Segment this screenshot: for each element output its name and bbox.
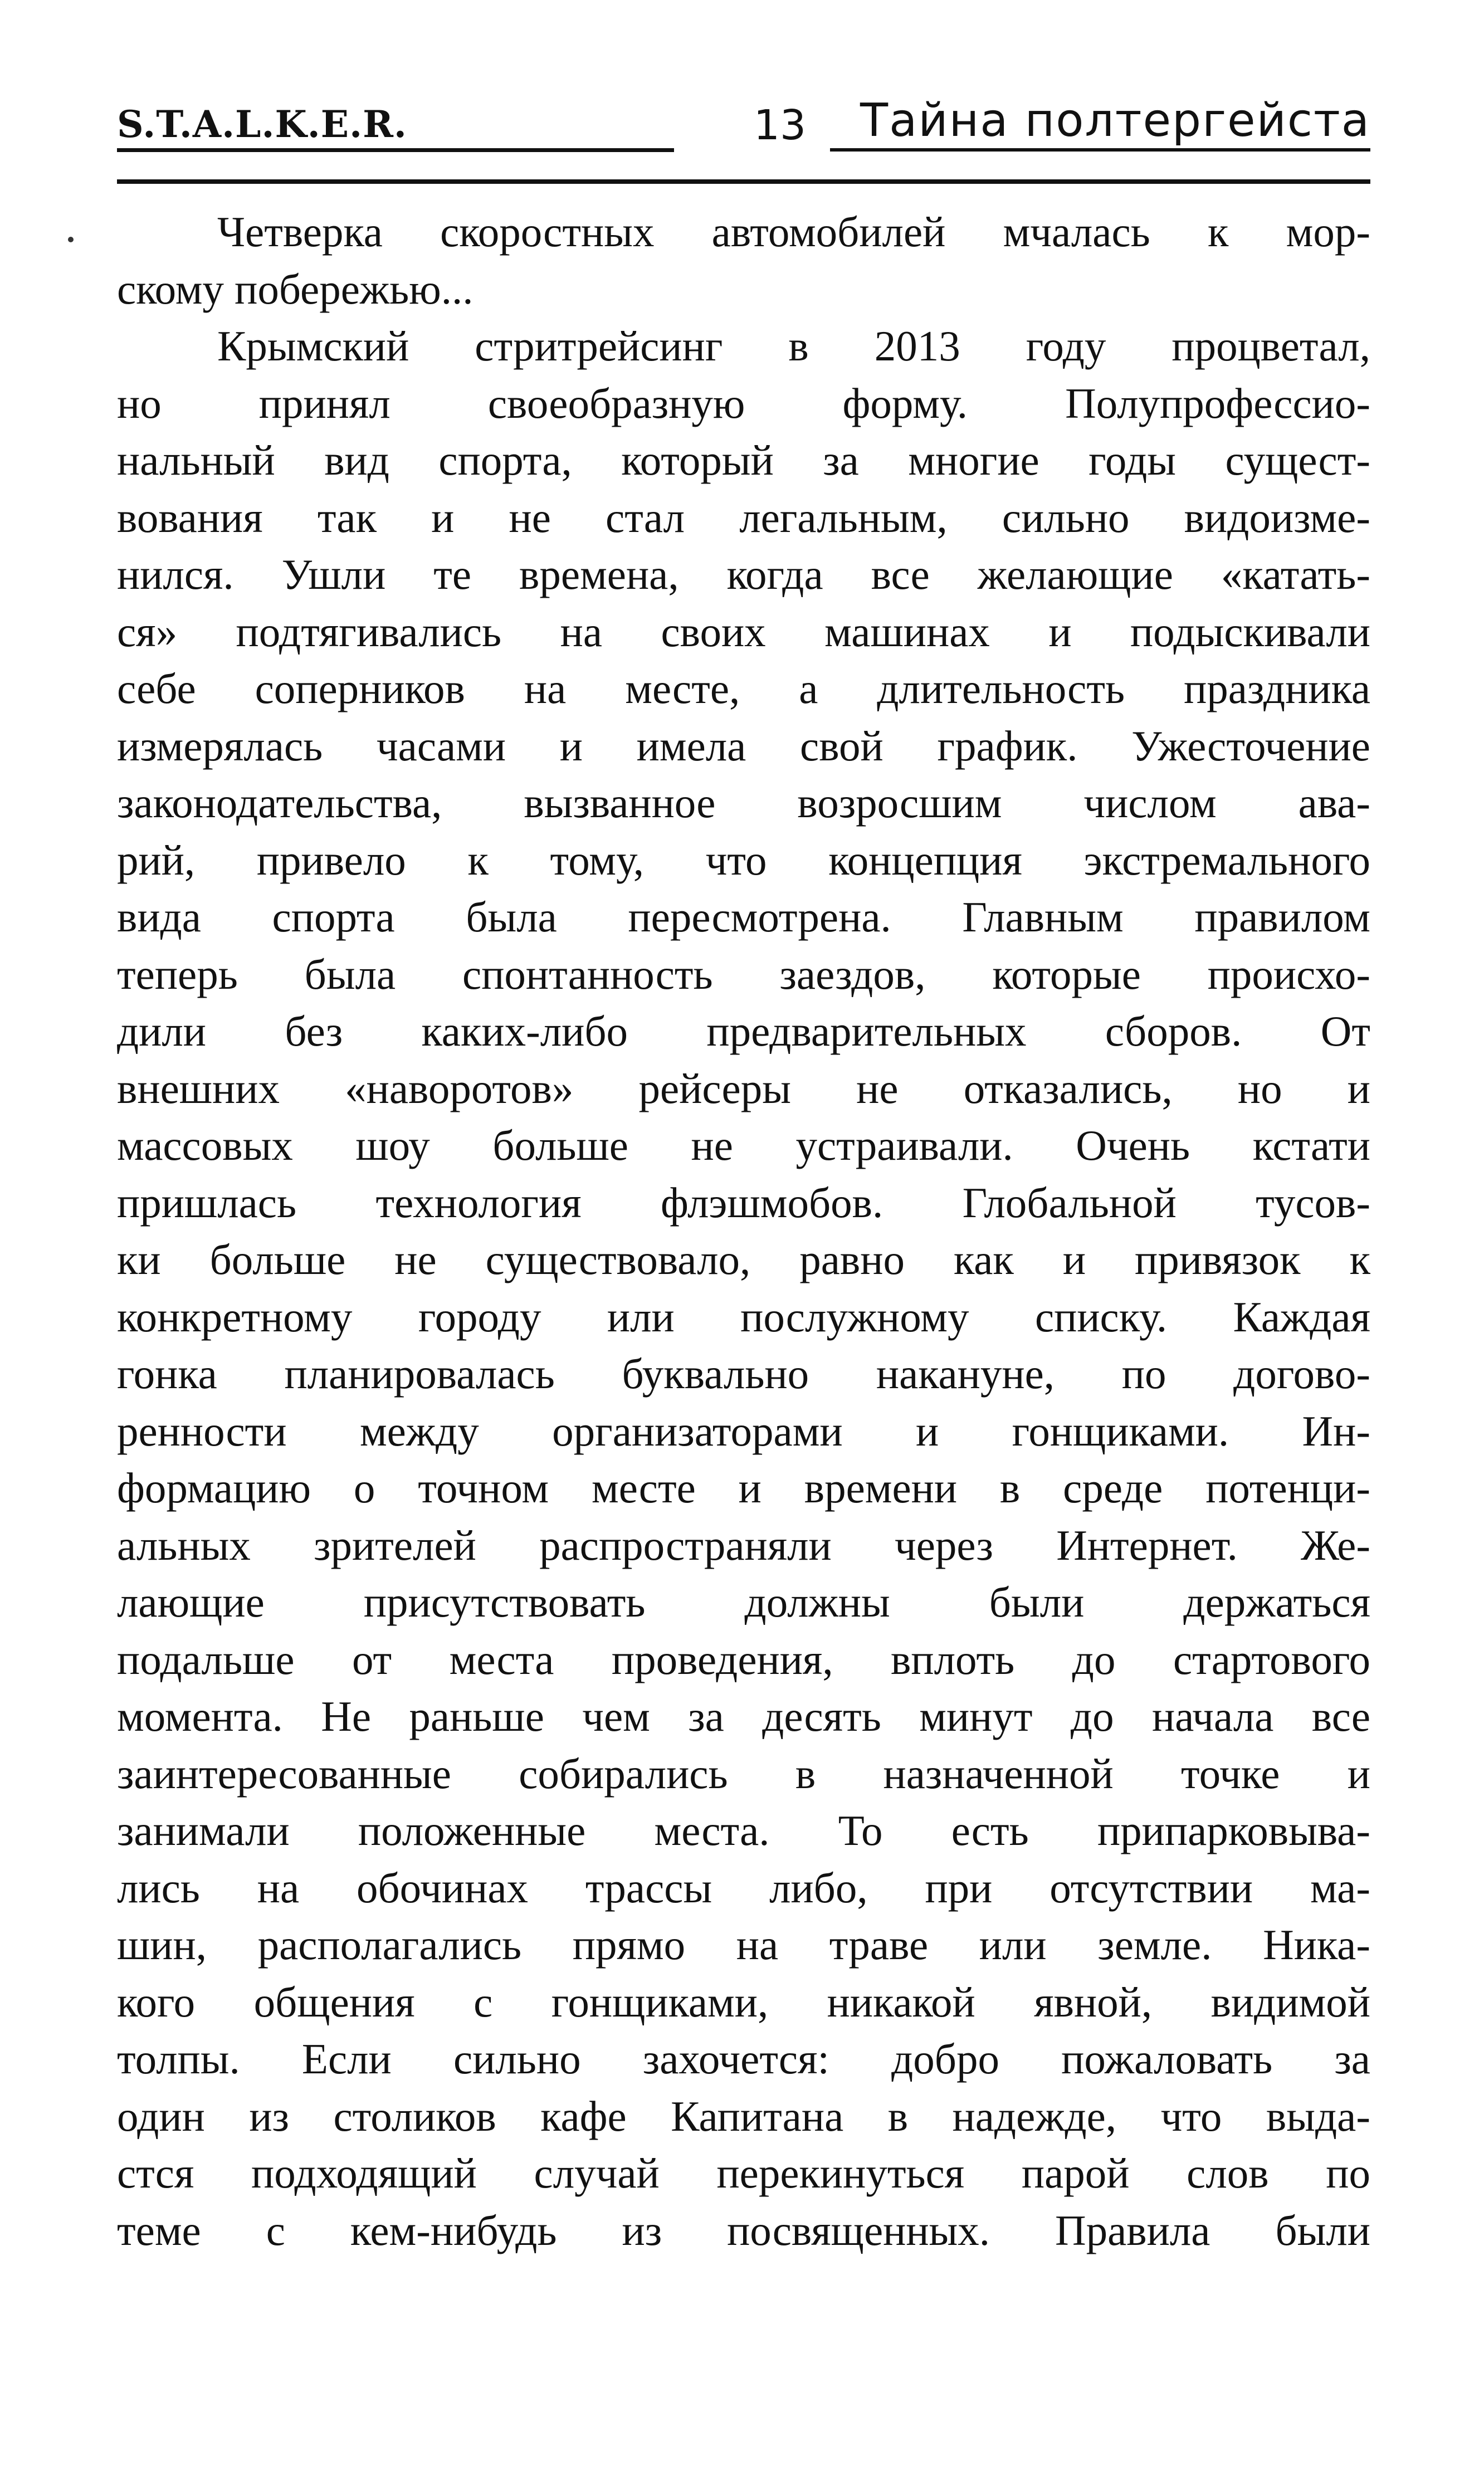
text-line: момента. Не раньше чем за десять минут до начала все — [117, 1692, 1370, 1740]
page-number: 13 — [753, 101, 807, 149]
text-line: вида спорта была пересмотрена. Главным правилом — [117, 893, 1370, 941]
text-line: заинтересованные собирались в назначенной точке и — [117, 1749, 1370, 1798]
text-line: один из столиков кафе Капитана в надежде, что выда- — [117, 2092, 1370, 2140]
text-line: кого общения с гонщиками, никакой явной, видимой — [117, 1978, 1370, 2026]
text-line: конкретному городу или послужному списку. Каждая — [117, 1292, 1370, 1341]
text-line: Четверка скоростных автомобилей мчалась к мор- — [217, 208, 1370, 256]
text-line: теме с кем-нибудь из посвященных. Правила были — [117, 2206, 1370, 2254]
body-text — [117, 203, 1370, 2259]
text-line: измерялась часами и имела свой график. Ужесточение — [117, 721, 1370, 770]
text-line: теперь была спонтанность заездов, которые происхо- — [117, 950, 1370, 998]
text-line: лающие присутствовать должны были держаться — [117, 1578, 1370, 1626]
text-line: внешних «наворотов» рейсеры не отказались, но и — [117, 1064, 1370, 1112]
text-line: рий, привело к тому, что концепция экстремального — [117, 836, 1370, 884]
text-line: ся» подтягивались на своих машинах и подыскивали — [117, 607, 1370, 656]
text-line: нился. Ушли те времена, когда все желающие «катать- — [117, 550, 1370, 598]
text-line: альных зрителей распространяли через Интернет. Же- — [117, 1521, 1370, 1569]
chapter-title: Тайна полтергейста — [860, 94, 1370, 147]
text-line: лись на обочинах трассы либо, при отсутствии ма- — [117, 1863, 1370, 1912]
paragraph-mark — [68, 237, 74, 242]
text-line: формацию о точном месте и времени в среде потенци- — [117, 1464, 1370, 1512]
text-line: ренности между организаторами и гонщиками. Ин- — [117, 1407, 1370, 1455]
series-title: S.T.A.L.K.E.R. — [117, 102, 407, 146]
text-line: гонка планировалась буквально накануне, по догово- — [117, 1350, 1370, 1398]
text-line: законодательства, вызванное возросшим числом ава- — [117, 779, 1370, 827]
text-line: подальше от места проведения, вплоть до стартового — [117, 1635, 1370, 1683]
text-line: себе соперников на месте, а длительность праздника — [117, 665, 1370, 712]
chapter-underline — [830, 148, 1370, 152]
text-line: но принял своеобразную форму. Полупрофессио- — [117, 379, 1370, 427]
text-line: Крымский стритрейсинг в 2013 году процветал, — [217, 322, 1370, 370]
text-line: занимали положенные места. То есть припарковыва- — [117, 1807, 1370, 1854]
text-line: дили без каких-либо предварительных сборов. От — [117, 1007, 1370, 1055]
text-line: скому побережью... — [117, 265, 473, 313]
header-rule — [117, 179, 1370, 184]
text-line: пришлась технология флэшмобов. Глобальной тусов- — [117, 1178, 1370, 1227]
text-line: вования так и не стал легальным, сильно видоизме- — [117, 493, 1370, 541]
text-line: нальный вид спорта, который за многие годы сущест- — [117, 436, 1370, 484]
text-line: шин, располагались прямо на траве или земле. Ника- — [117, 1921, 1370, 1969]
text-line: стся подходящий случай перекинуться парой слов по — [117, 2149, 1370, 2197]
text-line: массовых шоу больше не устраивали. Очень кстати — [117, 1121, 1370, 1169]
running-header — [117, 84, 1370, 178]
text-line: ки больше не существовало, равно как и привязок к — [117, 1236, 1370, 1283]
text-line: толпы. Если сильно захочется: добро пожаловать за — [117, 2035, 1370, 2083]
series-underline — [117, 148, 674, 152]
